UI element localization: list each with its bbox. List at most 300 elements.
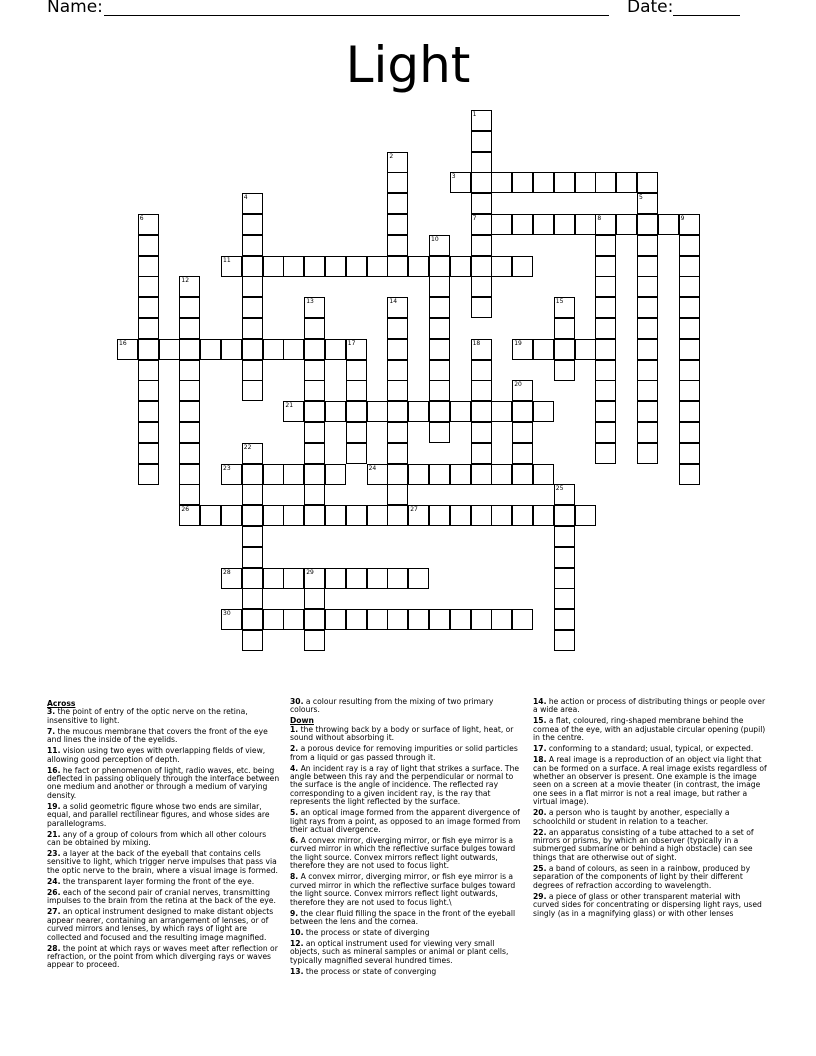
grid-cell[interactable]: [221, 609, 242, 630]
grid-cell[interactable]: [533, 464, 554, 485]
down-clue: [533, 829, 768, 863]
grid-cell[interactable]: [429, 256, 450, 277]
grid-cell[interactable]: [387, 401, 408, 422]
grid-cell[interactable]: [283, 401, 304, 422]
grid-cell[interactable]: [325, 401, 346, 422]
grid-cell[interactable]: [304, 401, 325, 422]
clue-number-label: 24.: [47, 876, 61, 886]
grid-cell[interactable]: [304, 297, 325, 318]
grid-cell[interactable]: [679, 380, 700, 401]
grid-cell[interactable]: [471, 214, 492, 235]
grid-cell[interactable]: [346, 568, 367, 589]
grid-cell[interactable]: [679, 339, 700, 360]
grid-cell[interactable]: [533, 172, 554, 193]
grid-cell[interactable]: [138, 297, 159, 318]
grid-cell[interactable]: [179, 339, 200, 360]
grid-cell[interactable]: [221, 339, 242, 360]
grid-cell[interactable]: [367, 568, 388, 589]
grid-cell[interactable]: [242, 276, 263, 297]
grid-cell[interactable]: [554, 339, 575, 360]
grid-cell[interactable]: [595, 422, 616, 443]
grid-cell[interactable]: [429, 297, 450, 318]
grid-cell[interactable]: [263, 339, 284, 360]
grid-cell[interactable]: [138, 464, 159, 485]
grid-cell[interactable]: [387, 443, 408, 464]
grid-cell[interactable]: [595, 256, 616, 277]
grid-cell[interactable]: [138, 276, 159, 297]
grid-cell[interactable]: [221, 464, 242, 485]
grid-cell[interactable]: [471, 297, 492, 318]
grid-cell[interactable]: [512, 505, 533, 526]
grid-cell[interactable]: [304, 360, 325, 381]
grid-cell[interactable]: [575, 172, 596, 193]
grid-cell[interactable]: [138, 256, 159, 277]
grid-cell[interactable]: [242, 318, 263, 339]
grid-cell[interactable]: [387, 380, 408, 401]
grid-cell[interactable]: [117, 339, 138, 360]
grid-cell[interactable]: [471, 401, 492, 422]
name-label: Name:: [47, 0, 103, 17]
grid-cell[interactable]: [387, 193, 408, 214]
grid-cell[interactable]: [387, 152, 408, 173]
down-clue: [533, 865, 768, 890]
grid-cell[interactable]: [637, 422, 658, 443]
grid-cell[interactable]: [491, 609, 512, 630]
grid-cell[interactable]: [512, 214, 533, 235]
grid-cell[interactable]: [471, 505, 492, 526]
grid-cell[interactable]: [283, 339, 304, 360]
grid-cell[interactable]: [679, 214, 700, 235]
down-clue: [290, 765, 525, 807]
grid-cell[interactable]: [491, 256, 512, 277]
grid-cell[interactable]: [242, 297, 263, 318]
grid-cell[interactable]: [471, 256, 492, 277]
grid-cell[interactable]: [325, 609, 346, 630]
grid-cell[interactable]: [554, 172, 575, 193]
grid-cell[interactable]: [387, 318, 408, 339]
grid-cell[interactable]: [179, 484, 200, 505]
grid-cell[interactable]: [471, 380, 492, 401]
grid-cell[interactable]: [387, 464, 408, 485]
grid-cell[interactable]: [471, 131, 492, 152]
down-clue: [290, 745, 525, 762]
grid-cell[interactable]: [242, 360, 263, 381]
grid-cell[interactable]: [283, 505, 304, 526]
clue-number: 22: [243, 443, 252, 451]
grid-cell[interactable]: [512, 422, 533, 443]
grid-cell[interactable]: [221, 568, 242, 589]
grid-cell[interactable]: [554, 360, 575, 381]
grid-cell[interactable]: [450, 464, 471, 485]
grid-cell[interactable]: [595, 235, 616, 256]
grid-cell[interactable]: [679, 360, 700, 381]
grid-cell[interactable]: [325, 256, 346, 277]
grid-cell[interactable]: [471, 360, 492, 381]
grid-cell[interactable]: [387, 339, 408, 360]
grid-cell[interactable]: [679, 422, 700, 443]
grid-cell[interactable]: [429, 276, 450, 297]
grid-cell[interactable]: [554, 505, 575, 526]
grid-cell[interactable]: [304, 568, 325, 589]
grid-cell[interactable]: [554, 630, 575, 651]
grid-cell[interactable]: [304, 339, 325, 360]
grid-cell[interactable]: [471, 464, 492, 485]
grid-cell[interactable]: [387, 505, 408, 526]
grid-cell[interactable]: [554, 609, 575, 630]
grid-cell[interactable]: [679, 318, 700, 339]
across-clue: [47, 878, 282, 886]
grid-cell[interactable]: [346, 256, 367, 277]
clue-number-label: 10.: [290, 927, 304, 937]
grid-cell[interactable]: [346, 505, 367, 526]
name-line[interactable]: [104, 15, 609, 16]
clue-number-label: 12.: [290, 938, 304, 948]
grid-cell[interactable]: [637, 297, 658, 318]
grid-cell[interactable]: [242, 505, 263, 526]
grid-cell[interactable]: [554, 526, 575, 547]
grid-cell[interactable]: [242, 214, 263, 235]
grid-cell[interactable]: [512, 443, 533, 464]
grid-cell[interactable]: [512, 172, 533, 193]
grid-cell[interactable]: [637, 172, 658, 193]
grid-cell[interactable]: [179, 380, 200, 401]
grid-cell[interactable]: [637, 256, 658, 277]
grid-cell[interactable]: [637, 276, 658, 297]
grid-cell[interactable]: [429, 505, 450, 526]
grid-cell[interactable]: [138, 235, 159, 256]
date-label: Date:: [627, 0, 674, 17]
grid-cell[interactable]: [304, 609, 325, 630]
grid-cell[interactable]: [283, 609, 304, 630]
grid-cell[interactable]: [429, 360, 450, 381]
grid-cell[interactable]: [679, 235, 700, 256]
grid-cell[interactable]: [554, 588, 575, 609]
grid-cell[interactable]: [595, 297, 616, 318]
grid-cell[interactable]: [637, 443, 658, 464]
grid-cell[interactable]: [387, 360, 408, 381]
grid-cell[interactable]: [242, 609, 263, 630]
grid-cell[interactable]: [595, 276, 616, 297]
clue-text: an optical image formed from the apparent divergence of light rays from a point, as opposed to an image formed from their actual divergence.: [290, 808, 521, 835]
down-clue: [290, 809, 525, 834]
grid-cell[interactable]: [387, 214, 408, 235]
grid-cell[interactable]: [408, 401, 429, 422]
grid-cell[interactable]: [595, 339, 616, 360]
grid-cell[interactable]: [408, 609, 429, 630]
grid-cell[interactable]: [304, 380, 325, 401]
down-clue: [533, 893, 768, 918]
grid-cell[interactable]: [512, 380, 533, 401]
grid-cell[interactable]: [138, 401, 159, 422]
grid-cell[interactable]: [179, 297, 200, 318]
grid-cell[interactable]: [387, 484, 408, 505]
grid-cell[interactable]: [616, 214, 637, 235]
grid-cell[interactable]: [346, 380, 367, 401]
grid-cell[interactable]: [450, 256, 471, 277]
grid-cell[interactable]: [304, 630, 325, 651]
grid-cell[interactable]: [367, 464, 388, 485]
grid-cell[interactable]: [595, 214, 616, 235]
grid-cell[interactable]: [179, 276, 200, 297]
grid-cell[interactable]: [242, 484, 263, 505]
grid-cell[interactable]: [554, 214, 575, 235]
grid-cell[interactable]: [554, 547, 575, 568]
grid-cell[interactable]: [533, 339, 554, 360]
grid-cell[interactable]: [658, 214, 679, 235]
grid-cell[interactable]: [595, 318, 616, 339]
grid-cell[interactable]: [637, 380, 658, 401]
clue-number: 27: [410, 506, 418, 514]
grid-cell[interactable]: [616, 172, 637, 193]
grid-cell[interactable]: [304, 422, 325, 443]
grid-cell[interactable]: [450, 505, 471, 526]
grid-cell[interactable]: [679, 443, 700, 464]
grid-cell[interactable]: [512, 401, 533, 422]
grid-cell[interactable]: [595, 443, 616, 464]
grid-cell[interactable]: [242, 235, 263, 256]
grid-cell[interactable]: [179, 360, 200, 381]
grid-cell[interactable]: [263, 464, 284, 485]
grid-cell[interactable]: [595, 401, 616, 422]
grid-cell[interactable]: [304, 464, 325, 485]
grid-cell[interactable]: [325, 339, 346, 360]
grid-cell[interactable]: [179, 443, 200, 464]
grid-cell[interactable]: [429, 464, 450, 485]
clue-text: a porous device for removing impurities or solid particles from a liquid or gas passed through it.: [290, 744, 518, 762]
grid-cell[interactable]: [575, 505, 596, 526]
grid-cell[interactable]: [346, 360, 367, 381]
grid-cell[interactable]: [179, 505, 200, 526]
grid-cell[interactable]: [242, 339, 263, 360]
grid-cell[interactable]: [554, 484, 575, 505]
grid-cell[interactable]: [346, 339, 367, 360]
across-clue: [47, 850, 282, 875]
clue-number-label: 27.: [47, 907, 61, 917]
grid-cell[interactable]: [679, 276, 700, 297]
grid-cell[interactable]: [242, 547, 263, 568]
grid-cell[interactable]: [429, 380, 450, 401]
date-line[interactable]: [673, 15, 740, 16]
across-clue: [47, 945, 282, 970]
clue-text: the process or state of diverging: [303, 927, 430, 937]
grid-cell[interactable]: [387, 422, 408, 443]
across-clue: [47, 708, 282, 725]
grid-cell[interactable]: [179, 318, 200, 339]
grid-cell[interactable]: [512, 464, 533, 485]
grid-cell[interactable]: [138, 214, 159, 235]
grid-cell[interactable]: [471, 193, 492, 214]
grid-cell[interactable]: [512, 609, 533, 630]
grid-cell[interactable]: [159, 339, 180, 360]
grid-cell[interactable]: [554, 297, 575, 318]
grid-cell[interactable]: [304, 588, 325, 609]
grid-cell[interactable]: [679, 464, 700, 485]
grid-cell[interactable]: [491, 401, 512, 422]
grid-cell[interactable]: [221, 256, 242, 277]
grid-cell[interactable]: [325, 568, 346, 589]
grid-cell[interactable]: [367, 401, 388, 422]
grid-cell[interactable]: [387, 172, 408, 193]
grid-cell[interactable]: [408, 505, 429, 526]
clue-number-label: 17.: [533, 744, 547, 754]
clue-text: a band of colours, as seen in a rainbow, produced by separation of the components of light by their different degrees of refraction according to wavelength.: [533, 863, 751, 890]
grid-cell[interactable]: [533, 505, 554, 526]
grid-cell[interactable]: [138, 339, 159, 360]
grid-cell[interactable]: [512, 256, 533, 277]
grid-cell[interactable]: [242, 568, 263, 589]
clue-number: 16: [119, 339, 127, 347]
grid-cell[interactable]: [471, 110, 492, 131]
grid-cell[interactable]: [471, 172, 492, 193]
clue-number: 20: [514, 381, 522, 389]
grid-cell[interactable]: [200, 339, 221, 360]
grid-cell[interactable]: [637, 214, 658, 235]
grid-cell[interactable]: [138, 422, 159, 443]
across-clue: [47, 831, 282, 848]
grid-cell[interactable]: [575, 214, 596, 235]
grid-cell[interactable]: [408, 464, 429, 485]
grid-cell[interactable]: [595, 172, 616, 193]
grid-cell[interactable]: [637, 360, 658, 381]
clue-number: 9: [680, 215, 685, 222]
grid-cell[interactable]: [471, 443, 492, 464]
grid-cell[interactable]: [387, 297, 408, 318]
grid-cell[interactable]: [263, 568, 284, 589]
clue-number-label: 23.: [47, 849, 61, 859]
grid-cell[interactable]: [346, 422, 367, 443]
grid-cell[interactable]: [138, 360, 159, 381]
grid-cell[interactable]: [304, 256, 325, 277]
grid-cell[interactable]: [200, 505, 221, 526]
grid-cell[interactable]: [471, 235, 492, 256]
clue-text: an optical instrument used for viewing very small objects, such as mineral samples or animal or plant cells, typically magnified several hundred times.: [290, 938, 509, 965]
grid-cell[interactable]: [429, 401, 450, 422]
grid-cell[interactable]: [595, 360, 616, 381]
grid-cell[interactable]: [575, 339, 596, 360]
grid-cell[interactable]: [263, 609, 284, 630]
grid-cell[interactable]: [367, 609, 388, 630]
grid-cell[interactable]: [263, 505, 284, 526]
grid-cell[interactable]: [450, 401, 471, 422]
grid-cell[interactable]: [471, 152, 492, 173]
grid-cell[interactable]: [450, 172, 471, 193]
grid-cell[interactable]: [471, 609, 492, 630]
clue-number-label: 29.: [533, 891, 547, 901]
grid-cell[interactable]: [387, 256, 408, 277]
grid-cell[interactable]: [387, 235, 408, 256]
grid-cell[interactable]: [304, 484, 325, 505]
grid-cell[interactable]: [450, 609, 471, 630]
grid-cell[interactable]: [429, 609, 450, 630]
grid-cell[interactable]: [554, 568, 575, 589]
grid-cell[interactable]: [533, 214, 554, 235]
grid-cell[interactable]: [138, 443, 159, 464]
grid-cell[interactable]: [679, 297, 700, 318]
grid-cell[interactable]: [263, 256, 284, 277]
clue-number: 4: [243, 194, 248, 202]
grid-cell[interactable]: [471, 339, 492, 360]
grid-cell[interactable]: [408, 568, 429, 589]
grid-cell[interactable]: [242, 256, 263, 277]
grid-cell[interactable]: [408, 256, 429, 277]
grid-cell[interactable]: [138, 380, 159, 401]
grid-cell[interactable]: [554, 318, 575, 339]
clue-number: 23: [223, 464, 231, 472]
grid-cell[interactable]: [304, 318, 325, 339]
grid-cell[interactable]: [242, 588, 263, 609]
grid-cell[interactable]: [637, 339, 658, 360]
grid-cell[interactable]: [512, 339, 533, 360]
grid-cell[interactable]: [533, 401, 554, 422]
grid-cell[interactable]: [471, 276, 492, 297]
grid-cell[interactable]: [491, 464, 512, 485]
grid-cell[interactable]: [242, 630, 263, 651]
grid-cell[interactable]: [491, 172, 512, 193]
grid-cell[interactable]: [471, 422, 492, 443]
grid-cell[interactable]: [367, 505, 388, 526]
grid-cell[interactable]: [221, 505, 242, 526]
grid-cell[interactable]: [242, 380, 263, 401]
grid-cell[interactable]: [429, 339, 450, 360]
grid-cell[interactable]: [283, 568, 304, 589]
grid-cell[interactable]: [325, 505, 346, 526]
across-clue: [47, 803, 282, 828]
grid-cell[interactable]: [637, 235, 658, 256]
grid-cell[interactable]: [304, 505, 325, 526]
grid-cell[interactable]: [367, 256, 388, 277]
grid-cell[interactable]: [387, 568, 408, 589]
grid-cell[interactable]: [595, 380, 616, 401]
grid-cell[interactable]: [242, 443, 263, 464]
clue-text: the point at which rays or waves meet after reflection or refraction, or the point from which diverging rays or waves appear to proceed.: [47, 943, 278, 970]
clue-number-label: 18.: [533, 755, 547, 765]
clues-column-2: [290, 698, 525, 979]
down-clue: [290, 968, 525, 976]
grid-cell[interactable]: [179, 422, 200, 443]
grid-cell[interactable]: [346, 443, 367, 464]
clue-text: the mucous membrane that covers the front of the eye and lines the inside of the eyelids.: [47, 726, 268, 745]
clue-number: 3: [451, 173, 456, 181]
grid-cell[interactable]: [138, 318, 159, 339]
grid-cell[interactable]: [346, 609, 367, 630]
grid-cell[interactable]: [429, 318, 450, 339]
grid-cell[interactable]: [242, 526, 263, 547]
clue-number: 30: [223, 610, 231, 618]
grid-cell[interactable]: [637, 193, 658, 214]
grid-cell[interactable]: [179, 464, 200, 485]
grid-cell[interactable]: [637, 318, 658, 339]
grid-cell[interactable]: [283, 464, 304, 485]
grid-cell[interactable]: [637, 401, 658, 422]
grid-cell[interactable]: [346, 401, 367, 422]
grid-cell[interactable]: [679, 256, 700, 277]
grid-cell[interactable]: [429, 422, 450, 443]
grid-cell[interactable]: [429, 235, 450, 256]
grid-cell[interactable]: [491, 505, 512, 526]
grid-cell[interactable]: [242, 193, 263, 214]
clue-text: A convex mirror, diverging mirror, or fish eye mirror is a curved mirror in which the reflective surface bulges toward the light source. Convex mirrors reflect light outwards, therefore they are not used to focus light.\: [290, 872, 516, 907]
grid-cell[interactable]: [325, 464, 346, 485]
grid-cell[interactable]: [387, 609, 408, 630]
across-clue: [47, 908, 282, 942]
grid-cell[interactable]: [179, 401, 200, 422]
grid-cell[interactable]: [304, 443, 325, 464]
clue-number-label: 26.: [47, 887, 61, 897]
grid-cell[interactable]: [679, 401, 700, 422]
grid-cell[interactable]: [283, 256, 304, 277]
grid-cell[interactable]: [242, 464, 263, 485]
grid-cell[interactable]: [491, 214, 512, 235]
